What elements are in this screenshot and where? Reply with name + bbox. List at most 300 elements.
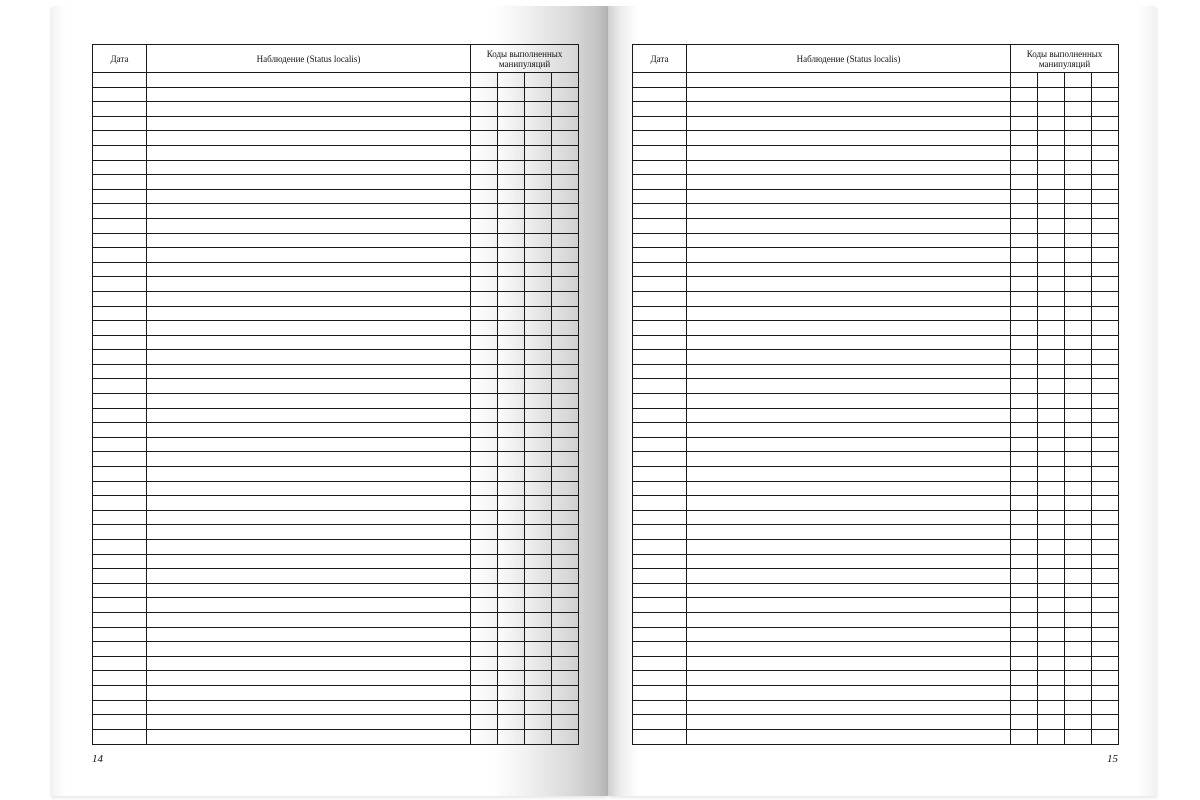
code-cell[interactable] [1092,510,1119,525]
code-cell[interactable] [498,700,525,715]
code-cell[interactable] [498,262,525,277]
code-cell[interactable] [1065,262,1092,277]
date-cell[interactable] [633,102,687,117]
code-cell[interactable] [552,204,579,219]
code-cell[interactable] [525,175,552,190]
observation-cell[interactable] [147,233,471,248]
code-cell[interactable] [498,116,525,131]
observation-cell[interactable] [687,248,1011,263]
code-cell[interactable] [471,437,498,452]
observation-cell[interactable] [147,73,471,88]
code-cell[interactable] [525,612,552,627]
date-cell[interactable] [633,306,687,321]
code-cell[interactable] [1038,715,1065,730]
code-cell[interactable] [525,291,552,306]
observation-cell[interactable] [687,569,1011,584]
code-cell[interactable] [1065,145,1092,160]
code-cell[interactable] [1038,350,1065,365]
code-cell[interactable] [552,364,579,379]
code-cell[interactable] [1038,467,1065,482]
observation-cell[interactable] [147,350,471,365]
code-cell[interactable] [525,116,552,131]
observation-cell[interactable] [687,73,1011,88]
observation-cell[interactable] [147,160,471,175]
observation-cell[interactable] [147,656,471,671]
code-cell[interactable] [1065,452,1092,467]
code-cell[interactable] [471,87,498,102]
code-cell[interactable] [1065,73,1092,88]
code-cell[interactable] [525,671,552,686]
code-cell[interactable] [1038,248,1065,263]
code-cell[interactable] [1065,569,1092,584]
code-cell[interactable] [1038,233,1065,248]
observation-cell[interactable] [687,189,1011,204]
code-cell[interactable] [1011,685,1038,700]
code-cell[interactable] [1011,554,1038,569]
observation-cell[interactable] [687,685,1011,700]
code-cell[interactable] [552,350,579,365]
code-cell[interactable] [1092,394,1119,409]
code-cell[interactable] [498,612,525,627]
date-cell[interactable] [633,277,687,292]
code-cell[interactable] [471,350,498,365]
date-cell[interactable] [93,248,147,263]
code-cell[interactable] [1038,277,1065,292]
code-cell[interactable] [1065,540,1092,555]
code-cell[interactable] [1065,233,1092,248]
code-cell[interactable] [471,291,498,306]
observation-cell[interactable] [147,262,471,277]
code-cell[interactable] [1011,627,1038,642]
code-cell[interactable] [525,321,552,336]
date-cell[interactable] [633,379,687,394]
observation-cell[interactable] [147,408,471,423]
code-cell[interactable] [498,540,525,555]
observation-cell[interactable] [147,729,471,744]
code-cell[interactable] [1038,145,1065,160]
code-cell[interactable] [1038,671,1065,686]
code-cell[interactable] [525,204,552,219]
code-cell[interactable] [498,73,525,88]
code-cell[interactable] [1038,262,1065,277]
code-cell[interactable] [471,408,498,423]
code-cell[interactable] [1092,87,1119,102]
code-cell[interactable] [1092,481,1119,496]
code-cell[interactable] [525,218,552,233]
observation-cell[interactable] [687,160,1011,175]
code-cell[interactable] [1011,175,1038,190]
date-cell[interactable] [93,540,147,555]
observation-cell[interactable] [687,671,1011,686]
observation-cell[interactable] [687,364,1011,379]
code-cell[interactable] [1092,335,1119,350]
code-cell[interactable] [1065,131,1092,146]
code-cell[interactable] [1092,627,1119,642]
code-cell[interactable] [552,379,579,394]
code-cell[interactable] [498,671,525,686]
code-cell[interactable] [471,262,498,277]
code-cell[interactable] [1011,481,1038,496]
observation-cell[interactable] [687,496,1011,511]
date-cell[interactable] [633,291,687,306]
observation-cell[interactable] [687,408,1011,423]
code-cell[interactable] [1011,700,1038,715]
code-cell[interactable] [1011,248,1038,263]
date-cell[interactable] [633,627,687,642]
code-cell[interactable] [498,525,525,540]
code-cell[interactable] [1065,525,1092,540]
code-cell[interactable] [1011,204,1038,219]
code-cell[interactable] [471,642,498,657]
date-cell[interactable] [93,627,147,642]
date-cell[interactable] [93,467,147,482]
code-cell[interactable] [498,204,525,219]
code-cell[interactable] [1011,160,1038,175]
code-cell[interactable] [1011,408,1038,423]
code-cell[interactable] [1038,642,1065,657]
date-cell[interactable] [93,189,147,204]
code-cell[interactable] [471,218,498,233]
code-cell[interactable] [1092,364,1119,379]
code-cell[interactable] [525,364,552,379]
code-cell[interactable] [498,642,525,657]
code-cell[interactable] [552,715,579,730]
code-cell[interactable] [1092,671,1119,686]
code-cell[interactable] [552,525,579,540]
code-cell[interactable] [1065,116,1092,131]
code-cell[interactable] [552,131,579,146]
observation-cell[interactable] [687,554,1011,569]
code-cell[interactable] [1038,87,1065,102]
code-cell[interactable] [552,160,579,175]
code-cell[interactable] [1092,583,1119,598]
code-cell[interactable] [525,73,552,88]
code-cell[interactable] [1092,277,1119,292]
code-cell[interactable] [1011,569,1038,584]
code-cell[interactable] [525,700,552,715]
code-cell[interactable] [1065,715,1092,730]
code-cell[interactable] [1011,262,1038,277]
observation-cell[interactable] [687,350,1011,365]
code-cell[interactable] [552,175,579,190]
date-cell[interactable] [633,423,687,438]
code-cell[interactable] [1038,540,1065,555]
date-cell[interactable] [93,700,147,715]
date-cell[interactable] [93,408,147,423]
code-cell[interactable] [1065,350,1092,365]
code-cell[interactable] [498,583,525,598]
date-cell[interactable] [633,160,687,175]
date-cell[interactable] [633,335,687,350]
code-cell[interactable] [498,87,525,102]
observation-cell[interactable] [687,321,1011,336]
code-cell[interactable] [1065,394,1092,409]
code-cell[interactable] [1038,189,1065,204]
code-cell[interactable] [552,452,579,467]
observation-cell[interactable] [147,102,471,117]
code-cell[interactable] [1038,306,1065,321]
code-cell[interactable] [471,671,498,686]
observation-cell[interactable] [147,437,471,452]
code-cell[interactable] [1065,700,1092,715]
code-cell[interactable] [525,160,552,175]
code-cell[interactable] [1065,218,1092,233]
date-cell[interactable] [633,145,687,160]
code-cell[interactable] [1092,729,1119,744]
code-cell[interactable] [552,116,579,131]
code-cell[interactable] [471,189,498,204]
code-cell[interactable] [1038,218,1065,233]
code-cell[interactable] [525,569,552,584]
date-cell[interactable] [93,350,147,365]
code-cell[interactable] [498,248,525,263]
code-cell[interactable] [498,729,525,744]
observation-cell[interactable] [687,102,1011,117]
code-cell[interactable] [498,175,525,190]
date-cell[interactable] [93,598,147,613]
observation-cell[interactable] [147,481,471,496]
observation-cell[interactable] [147,612,471,627]
date-cell[interactable] [93,160,147,175]
code-cell[interactable] [471,569,498,584]
observation-cell[interactable] [147,423,471,438]
code-cell[interactable] [525,306,552,321]
code-cell[interactable] [525,685,552,700]
code-cell[interactable] [498,627,525,642]
date-cell[interactable] [93,218,147,233]
date-cell[interactable] [633,467,687,482]
code-cell[interactable] [1065,364,1092,379]
code-cell[interactable] [498,554,525,569]
code-cell[interactable] [552,583,579,598]
code-cell[interactable] [525,248,552,263]
code-cell[interactable] [552,233,579,248]
code-cell[interactable] [1011,321,1038,336]
code-cell[interactable] [471,321,498,336]
code-cell[interactable] [1038,102,1065,117]
code-cell[interactable] [525,510,552,525]
observation-cell[interactable] [687,583,1011,598]
code-cell[interactable] [552,189,579,204]
code-cell[interactable] [552,656,579,671]
code-cell[interactable] [552,248,579,263]
code-cell[interactable] [525,452,552,467]
code-cell[interactable] [1011,131,1038,146]
code-cell[interactable] [1011,656,1038,671]
code-cell[interactable] [498,131,525,146]
code-cell[interactable] [525,379,552,394]
observation-cell[interactable] [147,671,471,686]
observation-cell[interactable] [687,540,1011,555]
code-cell[interactable] [1011,364,1038,379]
code-cell[interactable] [525,729,552,744]
date-cell[interactable] [633,452,687,467]
code-cell[interactable] [471,452,498,467]
code-cell[interactable] [498,598,525,613]
code-cell[interactable] [471,248,498,263]
observation-cell[interactable] [687,481,1011,496]
code-cell[interactable] [525,496,552,511]
code-cell[interactable] [471,306,498,321]
date-cell[interactable] [633,540,687,555]
code-cell[interactable] [1065,306,1092,321]
code-cell[interactable] [1011,291,1038,306]
observation-cell[interactable] [147,540,471,555]
code-cell[interactable] [471,116,498,131]
observation-cell[interactable] [687,306,1011,321]
code-cell[interactable] [498,452,525,467]
code-cell[interactable] [1011,218,1038,233]
code-cell[interactable] [498,569,525,584]
observation-cell[interactable] [687,525,1011,540]
observation-cell[interactable] [147,189,471,204]
observation-cell[interactable] [687,175,1011,190]
observation-cell[interactable] [687,204,1011,219]
code-cell[interactable] [1011,671,1038,686]
code-cell[interactable] [552,627,579,642]
code-cell[interactable] [1011,145,1038,160]
code-cell[interactable] [1038,423,1065,438]
observation-cell[interactable] [147,700,471,715]
code-cell[interactable] [498,218,525,233]
date-cell[interactable] [633,700,687,715]
date-cell[interactable] [633,612,687,627]
observation-cell[interactable] [147,452,471,467]
code-cell[interactable] [1065,379,1092,394]
code-cell[interactable] [498,350,525,365]
observation-cell[interactable] [687,277,1011,292]
code-cell[interactable] [1092,131,1119,146]
observation-cell[interactable] [687,335,1011,350]
code-cell[interactable] [552,467,579,482]
code-cell[interactable] [1092,116,1119,131]
code-cell[interactable] [1092,218,1119,233]
code-cell[interactable] [471,379,498,394]
code-cell[interactable] [471,131,498,146]
date-cell[interactable] [93,452,147,467]
code-cell[interactable] [1065,554,1092,569]
date-cell[interactable] [633,175,687,190]
date-cell[interactable] [93,671,147,686]
observation-cell[interactable] [687,656,1011,671]
observation-cell[interactable] [147,569,471,584]
date-cell[interactable] [633,131,687,146]
code-cell[interactable] [525,715,552,730]
code-cell[interactable] [471,700,498,715]
code-cell[interactable] [1011,583,1038,598]
date-cell[interactable] [633,510,687,525]
code-cell[interactable] [525,335,552,350]
code-cell[interactable] [471,540,498,555]
code-cell[interactable] [552,335,579,350]
code-cell[interactable] [1065,102,1092,117]
code-cell[interactable] [525,87,552,102]
code-cell[interactable] [1092,350,1119,365]
observation-cell[interactable] [147,394,471,409]
code-cell[interactable] [525,131,552,146]
code-cell[interactable] [1092,715,1119,730]
code-cell[interactable] [525,394,552,409]
code-cell[interactable] [1011,437,1038,452]
code-cell[interactable] [471,175,498,190]
code-cell[interactable] [1038,160,1065,175]
code-cell[interactable] [498,685,525,700]
code-cell[interactable] [1092,102,1119,117]
code-cell[interactable] [1011,642,1038,657]
code-cell[interactable] [1092,642,1119,657]
code-cell[interactable] [1092,189,1119,204]
code-cell[interactable] [525,598,552,613]
observation-cell[interactable] [687,87,1011,102]
observation-cell[interactable] [687,612,1011,627]
code-cell[interactable] [552,598,579,613]
observation-cell[interactable] [687,452,1011,467]
code-cell[interactable] [1038,379,1065,394]
observation-cell[interactable] [687,394,1011,409]
code-cell[interactable] [1038,627,1065,642]
observation-cell[interactable] [147,554,471,569]
code-cell[interactable] [552,306,579,321]
code-cell[interactable] [498,715,525,730]
date-cell[interactable] [93,554,147,569]
date-cell[interactable] [93,175,147,190]
code-cell[interactable] [1065,642,1092,657]
observation-cell[interactable] [687,218,1011,233]
code-cell[interactable] [552,423,579,438]
code-cell[interactable] [1092,160,1119,175]
code-cell[interactable] [1092,525,1119,540]
date-cell[interactable] [633,554,687,569]
code-cell[interactable] [552,291,579,306]
code-cell[interactable] [498,467,525,482]
code-cell[interactable] [1065,437,1092,452]
date-cell[interactable] [93,116,147,131]
observation-cell[interactable] [147,335,471,350]
date-cell[interactable] [93,496,147,511]
code-cell[interactable] [1065,467,1092,482]
code-cell[interactable] [552,671,579,686]
observation-cell[interactable] [147,685,471,700]
code-cell[interactable] [498,189,525,204]
observation-cell[interactable] [687,116,1011,131]
code-cell[interactable] [525,350,552,365]
code-cell[interactable] [1038,452,1065,467]
date-cell[interactable] [633,394,687,409]
date-cell[interactable] [633,729,687,744]
code-cell[interactable] [552,218,579,233]
code-cell[interactable] [1011,423,1038,438]
code-cell[interactable] [1092,569,1119,584]
code-cell[interactable] [1065,598,1092,613]
observation-cell[interactable] [687,423,1011,438]
code-cell[interactable] [471,525,498,540]
date-cell[interactable] [633,481,687,496]
date-cell[interactable] [633,262,687,277]
date-cell[interactable] [633,321,687,336]
date-cell[interactable] [633,189,687,204]
code-cell[interactable] [1038,729,1065,744]
code-cell[interactable] [1011,612,1038,627]
observation-cell[interactable] [147,87,471,102]
observation-cell[interactable] [687,437,1011,452]
code-cell[interactable] [498,233,525,248]
observation-cell[interactable] [147,583,471,598]
code-cell[interactable] [525,656,552,671]
date-cell[interactable] [93,131,147,146]
code-cell[interactable] [471,598,498,613]
code-cell[interactable] [525,583,552,598]
date-cell[interactable] [633,116,687,131]
